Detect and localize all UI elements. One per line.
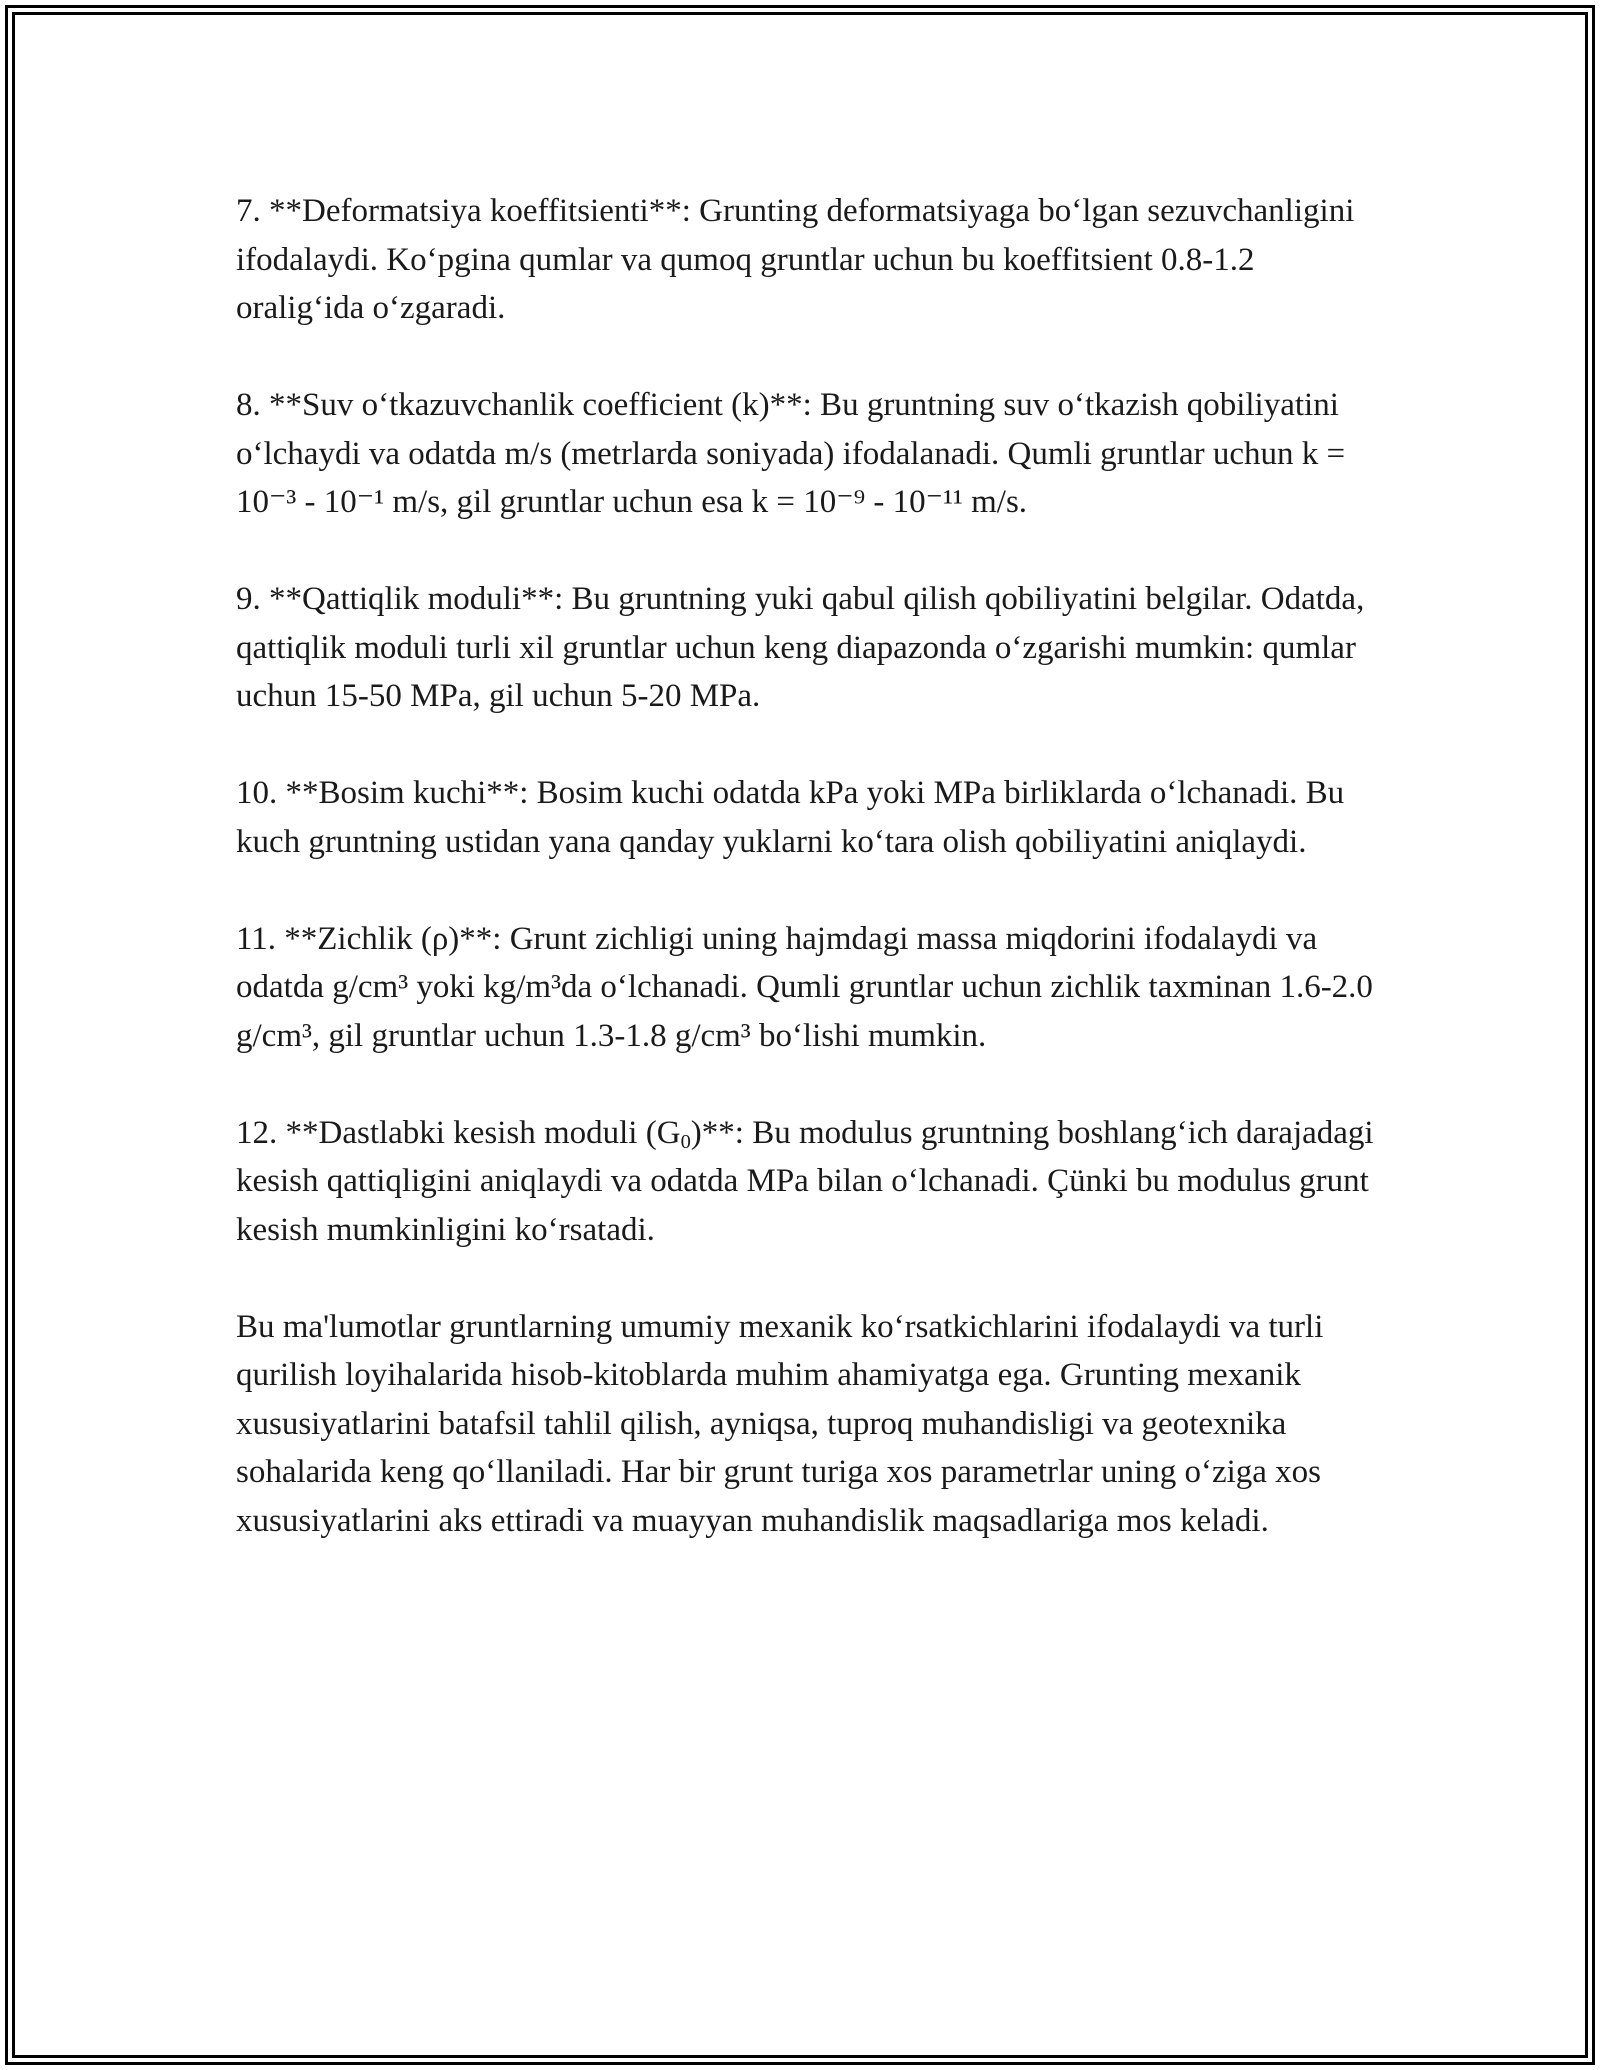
subscript-zero: 0 bbox=[680, 1130, 691, 1153]
paragraph-item-8: 8. **Suv o‘tkazuvchanlik coefficient (k)**: Bu gruntning suv o‘tkazish qobiliyatini o‘lchaydi va odatda m/s (metrlarda soniyada) ifodalanadi. Qumli gruntlar uchun k = 10⁻³ - 10⁻¹ m/s, gil gruntlar uchun esa k = 10⁻⁹ - 10⁻¹¹ m/s. bbox=[236, 387, 1346, 520]
document-body bbox=[236, 187, 1376, 1545]
paragraph-item-7: 7. **Deformatsiya koeffitsienti**: Grunting deformatsiyaga bo‘lgan sezuvchanligini ifodalaydi. Ko‘pgina qumlar va qumoq gruntlar uchun bu koeffitsient 0.8-1.2 oralig‘ida o‘zgaradi. bbox=[236, 193, 1355, 326]
paragraph-item-11: 11. **Zichlik (ρ)**: Grunt zichligi uning hajmdagi massa miqdorini ifodalaydi va odatda g/cm³ yoki kg/m³da o‘lchanadi. Qumli gruntlar uchun zichlik taxminan 1.6-2.0 g/cm³, gil gruntlar uchun 1.3-1.8 g/cm³ bo‘lishi mumkin. bbox=[236, 920, 1373, 1054]
paragraph-item-12 bbox=[236, 1109, 1376, 1255]
paragraph-item-12-start: 12. **Dastlabki kesish moduli (G bbox=[236, 1114, 681, 1151]
paragraph-summary: Bu ma'lumotlar gruntlarning umumiy mexanik ko‘rsatkichlarini ifodalaydi va turli qurilish loyihalarida hisob-kitoblarda muhim ahamiyatga ega. Grunting mexanik xususiyatlarini batafsil tahlil qilish, ayniqsa, tuproq muhandisligi va geotexnika sohalarida keng qo‘llaniladi. Har bir grunt turiga xos parametrlar uning o‘ziga xos xususiyatlarini aks ettiradi va muayyan muhandislik maqsadlariga mos keladi. bbox=[236, 1308, 1324, 1539]
paragraph-item-10: 10. **Bosim kuchi**: Bosim kuchi odatda kPa yoki MPa birliklarda o‘lchanadi. Bu kuch gruntning ustidan yana qanday yuklarni ko‘tara olish qobiliyatini aniqlaydi. bbox=[236, 775, 1345, 860]
paragraph-item-12-end: )**: Bu modulus gruntning boshlang‘ich darajadagi kesish qattiqligini aniqlaydi va odatda MPa bilan o‘lchanadi. Çünki bu modulus grunt kesish mumkinligini ko‘rsatadi. bbox=[236, 1114, 1374, 1248]
paragraph-item-9: 9. **Qattiqlik moduli**: Bu gruntning yuki qabul qilish qobiliyatini belgilar. Odatda, qattiqlik moduli turli xil gruntlar uchun keng diapazonda o‘zgarishi mumkin: qumlar uchun 15-50 MPa, gil uchun 5-20 MPa. bbox=[236, 581, 1365, 714]
